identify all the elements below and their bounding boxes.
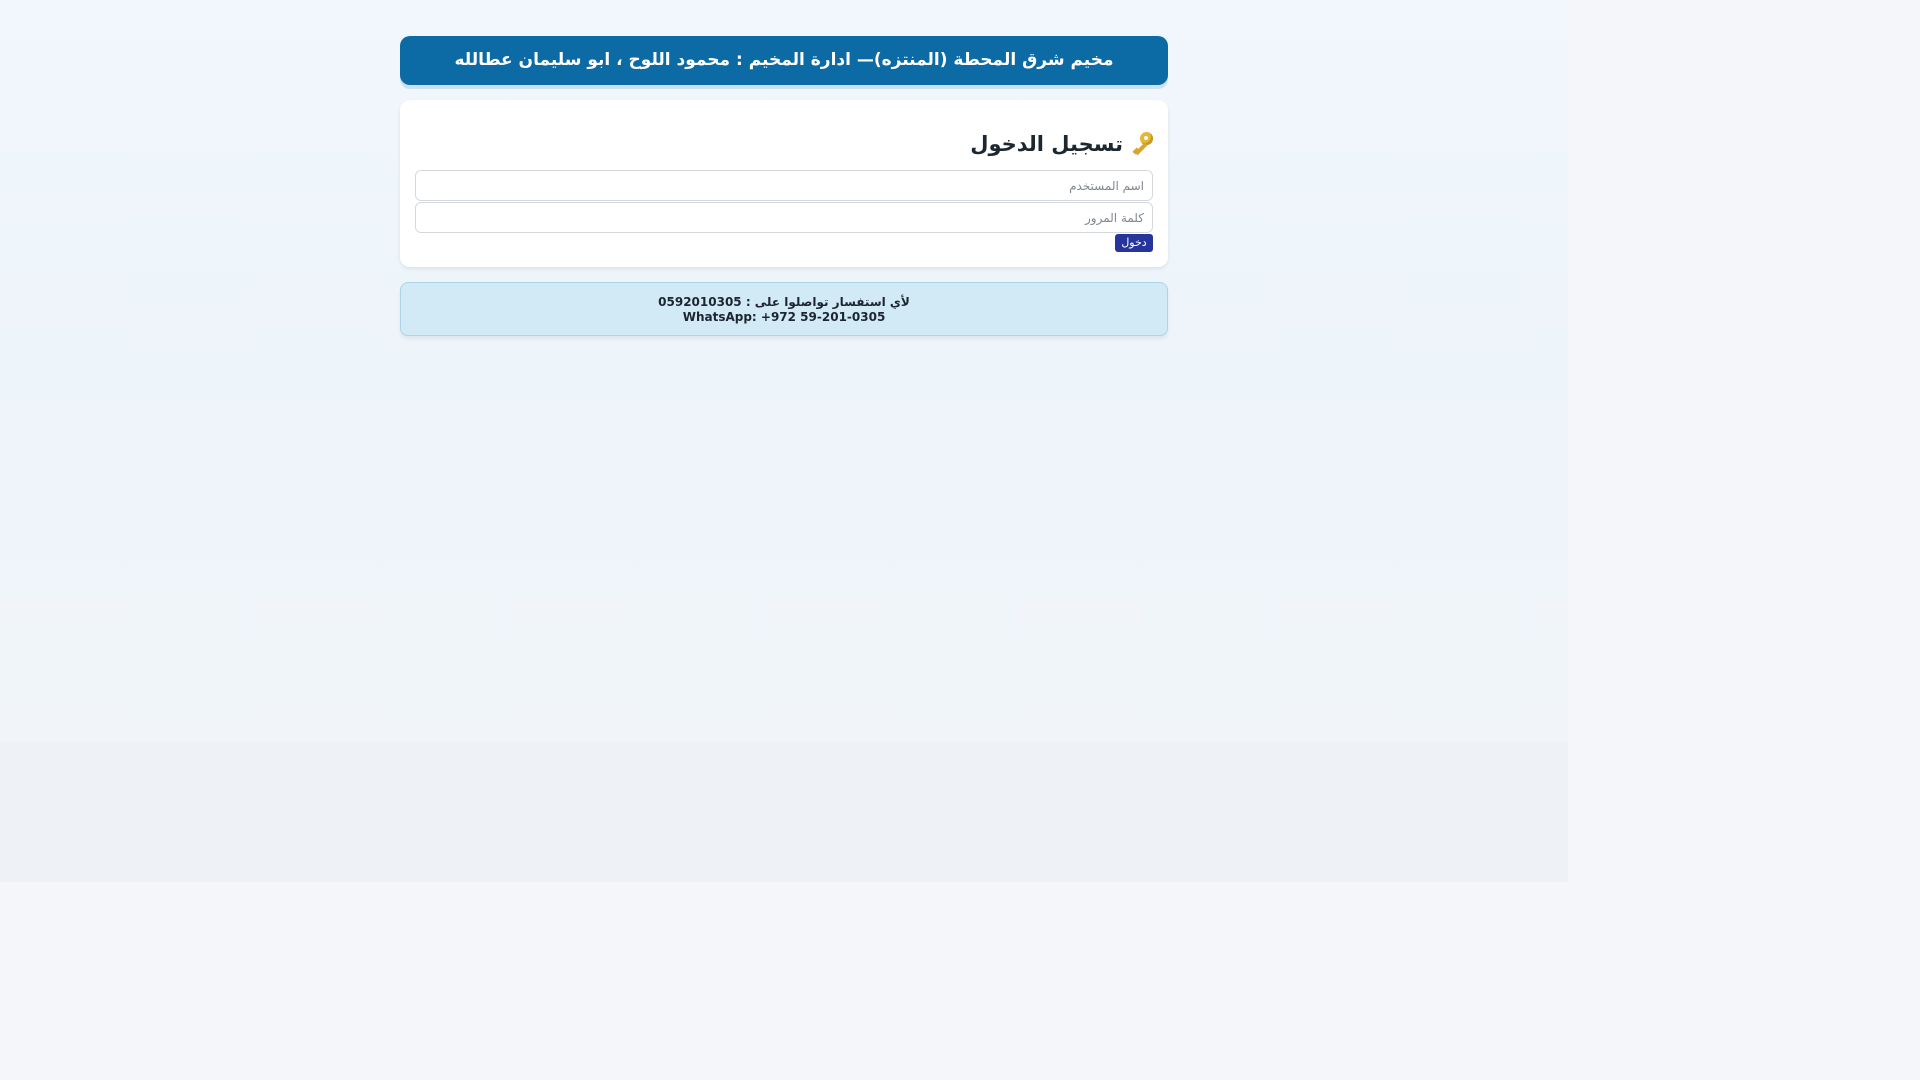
- login-card: [400, 100, 1168, 267]
- username-input[interactable]: [415, 170, 1153, 201]
- login-heading-text: تسجيل الدخول: [970, 132, 1123, 156]
- page-background-lower: [0, 742, 1568, 882]
- login-heading: [970, 129, 1153, 159]
- camp-header-title: مخيم شرق المحطة (المنتزه)— ادارة المخيم : محمود اللوح ، ابو سليمان عطالله: [454, 50, 1114, 70]
- camp-header-banner: [400, 36, 1168, 85]
- main-container: [400, 36, 1168, 336]
- whatsapp-text: WhatsApp: +972 59-201-0305: [682, 310, 886, 324]
- login-submit-button[interactable]: دخول: [1115, 234, 1153, 252]
- contact-info-box: [400, 282, 1168, 336]
- inquiry-phone-text: لأي استفسار تواصلوا على : 0592010305: [658, 295, 910, 309]
- password-input[interactable]: [415, 202, 1153, 233]
- key-icon: [1129, 132, 1153, 156]
